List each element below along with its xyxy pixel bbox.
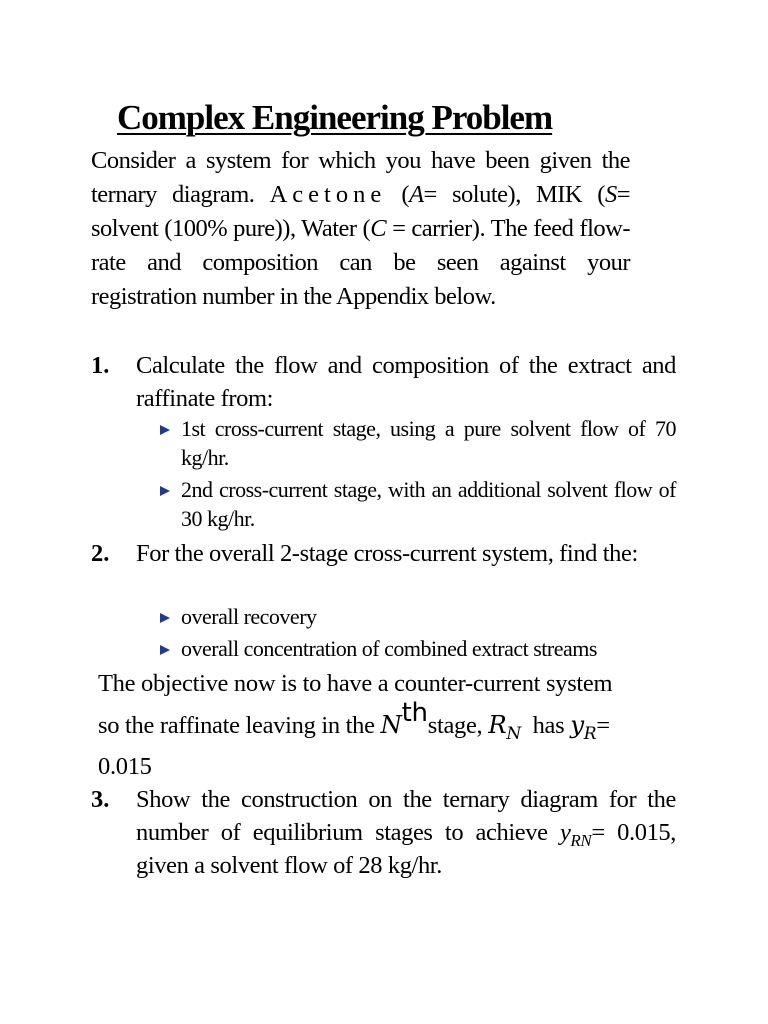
intro-paragraph — [91, 144, 630, 314]
bullet-text: overall recovery — [181, 604, 317, 629]
solvent-rest: = solvent (100% pure)), Water ( — [91, 181, 631, 242]
question-2-bullets — [160, 602, 676, 666]
solvent-symbol: S — [604, 181, 617, 208]
solute-rest: = solute), MIK ( — [423, 181, 605, 208]
symbol-y: y — [570, 710, 584, 739]
solute-name: Acetone — [269, 181, 387, 208]
subscript-rn: RN — [570, 831, 592, 850]
objective-has-text: has — [532, 712, 565, 739]
triangle-bullet-icon — [160, 486, 170, 496]
question-1-number: 1. — [91, 352, 110, 379]
subscript-n: N — [506, 724, 521, 744]
page-title: Complex Engineering Problem — [117, 98, 553, 137]
question-1-text — [136, 349, 676, 415]
objective-paragraph — [98, 667, 676, 784]
objective-line-1: The objective now is to have a counter-current system — [98, 670, 613, 697]
list-item — [160, 602, 676, 631]
question-3-number: 3. — [91, 786, 110, 813]
objective-stage-text: stage, — [427, 712, 483, 739]
triangle-bullet-icon — [160, 613, 170, 623]
carrier-symbol: C — [370, 215, 387, 242]
objective-line-2 — [98, 698, 676, 750]
list-item — [160, 414, 676, 472]
question-2-text — [136, 537, 676, 570]
superscript-th: th — [401, 698, 428, 728]
list-item — [160, 475, 676, 533]
solute-symbol: A — [409, 181, 424, 208]
objective-text: so the raffinate leaving in the — [98, 712, 375, 739]
question-3-text — [136, 783, 676, 882]
question-2-label: For the overall 2-stage cross-current system, find the: — [136, 540, 638, 567]
intro-part1: Consider a system for which you have been given the ternary diagram. — [91, 147, 630, 208]
bullet-text: overall concentration of combined extract streams — [181, 636, 597, 661]
symbol-n: N — [380, 710, 402, 739]
question-3-tail: = 0.015, given a solvent flow of 28 kg/hr. — [136, 819, 676, 879]
solute-open: ( — [401, 181, 410, 208]
list-item — [160, 634, 676, 663]
symbol-r: R — [488, 710, 507, 739]
objective-value: 0.015 — [98, 753, 152, 780]
question-1-label: Calculate the flow and composition of the extract and raffinate from: — [136, 352, 676, 412]
carrier-rest: = carrier). The feed flow-rate and composition can be seen against your registration number in the Appendix below. — [91, 215, 630, 310]
symbol-y-rn: y — [559, 819, 571, 846]
triangle-bullet-icon — [160, 645, 170, 655]
question-1-bullets — [160, 414, 676, 536]
bullet-text: 1st cross-current stage, using a pure solvent flow of 70 kg/hr. — [181, 416, 676, 470]
equals-sign: = — [596, 712, 610, 739]
question-2-number: 2. — [91, 540, 110, 567]
bullet-text: 2nd cross-current stage, with an additional solvent flow of 30 kg/hr. — [181, 477, 676, 531]
subscript-r: R — [583, 724, 597, 744]
triangle-bullet-icon — [160, 425, 170, 435]
question-3-label: Show the construction on the ternary diagram for the number of equilibrium stages to achieve — [136, 786, 676, 846]
